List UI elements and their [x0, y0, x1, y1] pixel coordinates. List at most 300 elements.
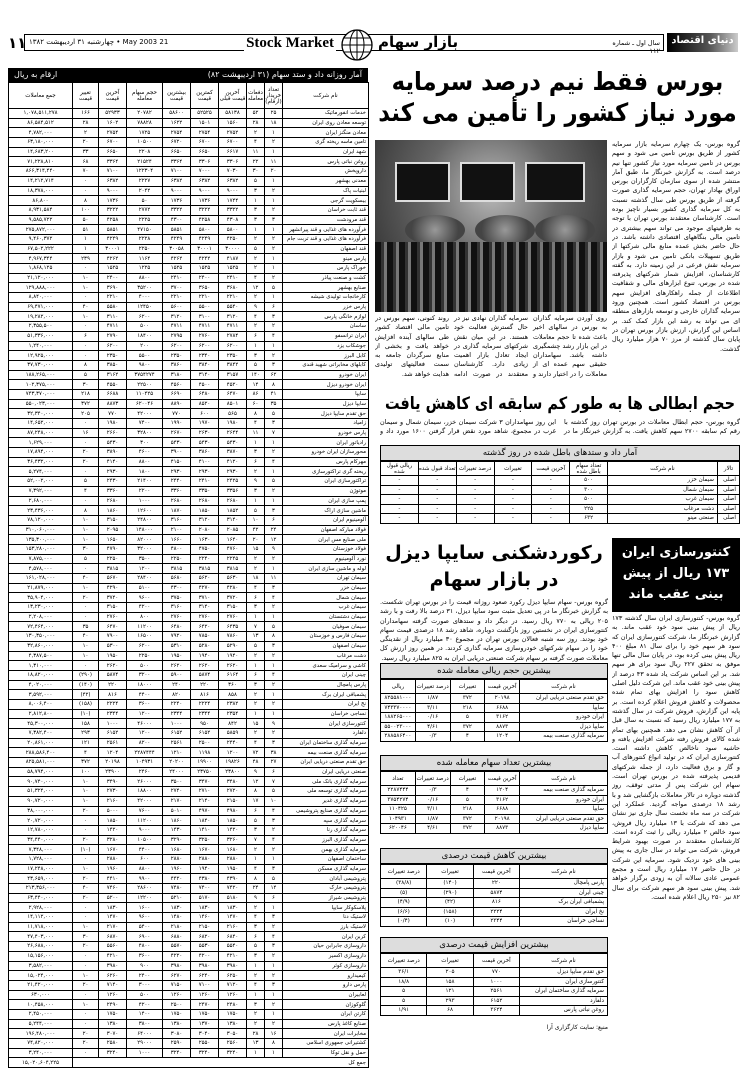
- value-cell: ۶۶۵۰: [163, 147, 191, 157]
- value-cell: ۳۶۰: [219, 680, 247, 690]
- value-cell: ۳۸۴۲: [219, 360, 247, 370]
- value-cell: ۳۷۵۴۲۷۴: [127, 370, 163, 380]
- value-cell: ۲۲۱۰: [99, 293, 127, 303]
- table-row: [9, 884, 369, 894]
- value-cell: ۲۲۵۰۰: [127, 380, 163, 390]
- value-cell: (۴/۹): [381, 898, 427, 908]
- value-cell: ۱: [265, 854, 283, 864]
- table-row: [9, 322, 369, 332]
- value-cell: -: [418, 476, 456, 486]
- column-header: نام شرکت: [283, 83, 369, 109]
- value-cell: ۲۳۴۰: [191, 351, 219, 361]
- value-cell: ۱۹۸۰: [219, 419, 247, 429]
- value-cell: ۵۶۸۰: [163, 574, 191, 584]
- value-cell: ۲۷: [265, 758, 283, 768]
- value-cell: ۲۲۵۰: [99, 554, 127, 564]
- company-name-cell: فرآورده های غذایی و قند پیرانشهر: [283, 225, 369, 235]
- value-cell: ۱: [247, 438, 265, 448]
- table-row: [381, 514, 740, 524]
- value-cell: ۶۲۷۰: [163, 971, 191, 981]
- value-cell: ۴۰: [73, 884, 99, 894]
- value-cell: ۲۱۳,۳۵۶,۰۰۰: [9, 884, 73, 894]
- company-name-cell: ایران خودرو: [520, 795, 608, 805]
- value-cell: ۲۰: [73, 893, 99, 903]
- value-cell: ۰: [73, 467, 99, 477]
- value-cell: ۶۴۸۰: [191, 389, 219, 399]
- table-row: [9, 796, 369, 806]
- top-value-traded-title: بیشترین حجم ریالی معامله شده: [380, 663, 608, 679]
- meter-company-headline-box: کنتورسازی ایران ۱۷۳ ریال از پیش بینی عقب ماند: [612, 538, 740, 612]
- value-cell: ۴۷۱۱: [219, 322, 247, 332]
- value-cell: ۸: [247, 409, 265, 419]
- value-cell: ۴۳,۶۵۹,۰۰۰: [9, 874, 73, 884]
- table-row: [9, 971, 369, 981]
- value-cell: ۲: [247, 254, 265, 264]
- table-row: [9, 748, 369, 758]
- value-cell: ۳۲,۳۴۰,۰۰۰: [9, 409, 73, 419]
- value-cell: ۱: [247, 709, 265, 719]
- value-cell: ۳۷۲: [450, 694, 485, 704]
- value-cell: ۵۸۵۱: [99, 225, 127, 235]
- value-cell: ۵۲۹۳۳: [99, 109, 127, 119]
- value-cell: ۵۲: [247, 109, 265, 119]
- company-name-cell: دشت مرغاب: [608, 504, 718, 514]
- value-cell: ۲: [247, 554, 265, 564]
- value-cell: ۱۶۴۰: [219, 535, 247, 545]
- value-cell: ۰: [73, 961, 99, 971]
- value-cell: ۶۹,۴۷۱,۰۰۰: [9, 302, 73, 312]
- value-cell: ۵۲۹۰: [219, 641, 247, 651]
- company-name-cell: پارس پامچال: [520, 879, 608, 889]
- table-row: [9, 244, 369, 254]
- value-cell: ۱۶۰۲: [99, 118, 127, 128]
- value-cell: ۷۸۸۲۸: [127, 118, 163, 128]
- value-cell: ۲۴۰۰: [191, 273, 219, 283]
- company-name-cell: کاشی و سرامیک سعدی: [283, 661, 369, 671]
- value-cell: ۱۴۰۰: [127, 1009, 163, 1019]
- table-row: [9, 632, 369, 642]
- company-name-cell: فولاد مبارکه اصفهان: [283, 525, 369, 535]
- value-cell: ۴۲۷۰: [191, 583, 219, 593]
- table-row: [381, 786, 608, 796]
- company-name-cell: خوراک پارس: [283, 264, 369, 274]
- company-name-cell: کشت و صنعت پیاذر: [283, 273, 369, 283]
- value-cell: ۰/۱۶: [415, 795, 450, 805]
- value-cell: ۳۲۶۰: [219, 835, 247, 845]
- value-cell: ۰: [73, 612, 99, 622]
- value-cell: ۲: [265, 729, 283, 739]
- company-name-cell: سرمایه گذاری البرز: [283, 835, 369, 845]
- value-cell: ۳۱۶۲: [99, 370, 127, 380]
- value-cell: ۶۲۰۰۴۶: [381, 824, 416, 834]
- table-row: [381, 495, 740, 505]
- value-cell: ۵: [73, 554, 99, 564]
- value-cell: -: [381, 485, 419, 495]
- company-name-cell: سیمان شمال: [608, 485, 718, 495]
- value-cell: ۰: [73, 1019, 99, 1029]
- value-cell: ۲: [247, 128, 265, 138]
- value-cell: ۱۸۴۰: [191, 816, 219, 826]
- value-cell: ۳۸۷۰: [219, 448, 247, 458]
- value-cell: ۵۸,۷۹۴,۰۰۰: [9, 767, 73, 777]
- value-cell: ۲: [265, 651, 283, 661]
- value-cell: ۱: [247, 1048, 265, 1058]
- value-cell: ۳۷۲۰: [219, 593, 247, 603]
- company-name-cell: سرمایه گذاری بانک ملی: [283, 777, 369, 787]
- value-cell: ۱۸۶۰: [99, 506, 127, 516]
- value-cell: -: [418, 485, 456, 495]
- value-cell: ۱۲۶۰: [163, 990, 191, 1000]
- value-cell: ۳۳۶۰: [99, 486, 127, 496]
- table-row: [9, 825, 369, 835]
- value-cell: ۱۳۸۰: [219, 1019, 247, 1029]
- table-row: [381, 504, 740, 514]
- value-cell: (۲۹۰): [427, 888, 473, 898]
- value-cell: ۶۲۰۰: [163, 341, 191, 351]
- value-cell: ۲۲۰: [473, 879, 519, 889]
- value-cell: ۸: [265, 632, 283, 642]
- value-cell: ۰: [73, 293, 99, 303]
- value-cell: ۷: [247, 835, 265, 845]
- value-cell: ۴۱۰۰: [191, 457, 219, 467]
- value-cell: ۱: [265, 961, 283, 971]
- value-cell: ۰: [73, 990, 99, 1000]
- table-row: [381, 917, 608, 927]
- company-name-cell: صنایع کاغذ پارس: [283, 1019, 369, 1029]
- value-cell: ۲۰,۷۲۰,۰۰۰: [9, 816, 73, 826]
- company-name-cell: پشمبافی ایران برک: [283, 690, 369, 700]
- value-cell: ۲۴۰: [163, 680, 191, 690]
- value-cell: ۷۴۳,۳۷۰,۰۰۰: [9, 389, 73, 399]
- value-cell: ۰/۳: [415, 732, 450, 742]
- value-cell: ۱: [265, 341, 283, 351]
- value-cell: ۸۶,۵۸۴,۵۱۲: [9, 118, 73, 128]
- value-cell: ۳: [265, 215, 283, 225]
- value-cell: ۱۰: [73, 583, 99, 593]
- value-cell: ۸۲۵,۵۸۱,۰۰۰: [9, 758, 73, 768]
- source-note: منبع: سایت کارگزاری آرا: [546, 1024, 608, 1031]
- value-cell: ۱۹۵۰: [163, 651, 191, 661]
- daily-table-title: آمار روزانه داد و ستد سهام (۳۱ اردیبهشت ۸۲): [207, 70, 362, 79]
- value-cell: ۲: [247, 651, 265, 661]
- company-name-cell: سیمان تهران: [283, 574, 369, 584]
- value-cell: ۵۹۰۰: [163, 670, 191, 680]
- table-row: [381, 888, 608, 898]
- company-name-cell: تامین ماسه ریخته گری: [283, 138, 369, 148]
- value-cell: ۶۴۳۵: [219, 622, 247, 632]
- value-cell: ۲۶۸۰: [219, 496, 247, 506]
- value-cell: ۴۷۱۱: [99, 322, 127, 332]
- top-percent-gainers-block: [380, 937, 608, 1016]
- value-cell: ۵۲,۰۰۲,۰۰۰: [9, 477, 73, 487]
- table-row: [9, 641, 369, 651]
- table-row: [381, 703, 608, 713]
- value-cell: ۱۷۵۰: [163, 1009, 191, 1019]
- value-cell: ۱۸/۸: [381, 977, 427, 987]
- value-cell: ۲۷۵۲: [219, 128, 247, 138]
- company-name-cell: روغن نباتی پارس: [520, 1006, 608, 1016]
- value-cell: ۲۱۶۰: [219, 922, 247, 932]
- value-cell: ۲۰۱۹۸: [99, 758, 127, 768]
- value-cell: ۱۲,۹۲۵,۰۰۰: [9, 351, 73, 361]
- column-header: آخرین قیمت: [99, 83, 127, 109]
- value-cell: ۲۴۶۰: [127, 767, 163, 777]
- value-cell: ۴۲۵۸: [191, 215, 219, 225]
- value-cell: ۱۷۵۰: [219, 1009, 247, 1019]
- company-name-cell: مخابرات ایران: [283, 1029, 369, 1039]
- value-cell: ۲: [247, 467, 265, 477]
- value-cell: ۳۳۶۰: [163, 486, 191, 496]
- value-cell: ۴۲۶۲: [163, 254, 191, 264]
- value-cell: ۱۰: [73, 864, 99, 874]
- company-name-cell: حق تقدم صنعتی دریایی ایران: [520, 694, 608, 704]
- table-row: [9, 932, 369, 942]
- value-cell: ۱۴: [247, 380, 265, 390]
- value-cell: ۳: [247, 951, 265, 961]
- company-name-cell: مهرکام پارس: [283, 457, 369, 467]
- value-cell: ۸۸۷۳: [485, 824, 520, 834]
- value-cell: ۱۸۴۰۰: [127, 331, 163, 341]
- value-cell: ۰/۱۶: [415, 713, 450, 723]
- value-cell: ۲: [265, 825, 283, 835]
- value-cell: ۷۸۵۰: [191, 632, 219, 642]
- top-value-traded-table: [380, 679, 608, 742]
- value-cell: ۱,۰۷۸,۵۱۱,۲۷۸: [9, 109, 73, 119]
- value-cell: (۱۴۰): [427, 879, 473, 889]
- company-name-cell: سرمایه گذاری بهمن: [283, 845, 369, 855]
- value-cell: ۱۳: [247, 632, 265, 642]
- value-cell: ۲۹۳۰: [99, 467, 127, 477]
- value-cell: ۲۲۵: [570, 504, 608, 514]
- value-cell: ۳۴۹۰: [99, 777, 127, 787]
- value-cell: ۲: [73, 128, 99, 138]
- value-cell: ۴: [265, 835, 283, 845]
- value-cell: ۱۰۰: [73, 205, 99, 215]
- value-cell: ۱۰: [73, 273, 99, 283]
- value-cell: ۱۹۵۰: [219, 864, 247, 874]
- value-cell: ۴۷۱۵۰: [127, 225, 163, 235]
- value-cell: ۶۴۷۰: [219, 389, 247, 399]
- value-cell: ۱۲۶۰: [219, 990, 247, 1000]
- value-cell: ۵۱۷۰: [191, 893, 219, 903]
- value-cell: ۴۰: [73, 632, 99, 642]
- value-cell: ۰: [73, 603, 99, 613]
- value-cell: ۱۱: [265, 157, 283, 167]
- value-cell: ۱,۸۶۸,۱۲۵: [9, 264, 73, 274]
- value-cell: ۶۳,۴۴۰,۰۰۰: [9, 893, 73, 903]
- company-name-cell: صنعتی مینو: [608, 514, 718, 524]
- column-header: تغییرات: [450, 680, 485, 694]
- value-cell: ۲۵۶۱: [163, 738, 191, 748]
- value-cell: ۲: [265, 554, 283, 564]
- company-name-cell: پمپ سازی ایران: [283, 496, 369, 506]
- value-cell: ۶۳۸۲: [163, 176, 191, 186]
- value-cell: ۳۰: [73, 932, 99, 942]
- value-cell: ۳۴,۴۴۰,۰۰۰: [9, 835, 73, 845]
- value-cell: ۳۸۵۰: [99, 360, 127, 370]
- value-cell: ۱۹۵۰: [99, 651, 127, 661]
- value-cell: ۲۳۴۴: [473, 917, 519, 927]
- company-name-cell: پتروشیمی آبادان: [283, 874, 369, 884]
- value-cell: ۶۰۰: [127, 854, 163, 864]
- value-cell: ۲۵۶۱: [473, 987, 519, 997]
- column-header: ریالی: [381, 680, 416, 694]
- value-cell: ۲۱۶۰: [99, 796, 127, 806]
- value-cell: ۰: [73, 351, 99, 361]
- value-cell: ۲: [247, 971, 265, 981]
- value-cell: ۱: [265, 128, 283, 138]
- table-row: [9, 874, 369, 884]
- value-cell: ۴۷۹۰: [99, 544, 127, 554]
- value-cell: ۶۸۲۰: [191, 932, 219, 942]
- value-cell: ۱۹۴۰: [191, 651, 219, 661]
- company-name-cell: صنعتی دریایی ایران: [283, 767, 369, 777]
- value-cell: ۹۵۰: [191, 719, 219, 729]
- value-cell: ۸۰۰: [127, 612, 163, 622]
- value-cell: ۱۹۸۲۶: [219, 758, 247, 768]
- value-cell: ۲۰۴۲: [127, 186, 163, 196]
- value-cell: ۱۶۵۰: [99, 535, 127, 545]
- value-cell: ۲۵۰۰: [163, 1000, 191, 1010]
- value-cell: ۲: [247, 264, 265, 274]
- table-row: [9, 980, 369, 990]
- top-percent-gainers-title: بیشترین افزایش قیمت درصدی: [380, 937, 608, 953]
- value-cell: ۲۳۹: [73, 254, 99, 264]
- value-cell: ۳۸۱۵: [219, 564, 247, 574]
- value-cell: ۵۱,۳۳۶,۰۰۰: [9, 331, 73, 341]
- company-name-cell: معدنی بهشهر: [283, 176, 369, 186]
- company-name-cell: پارس خودرو: [283, 428, 369, 438]
- value-cell: ۹: [247, 893, 265, 903]
- value-cell: ۳۸۹۰: [99, 448, 127, 458]
- value-cell: ۲۱۵۲۴: [127, 157, 163, 167]
- value-cell: ۶۲۰۰: [127, 641, 163, 651]
- value-cell: ۴۲۵۰: [219, 234, 247, 244]
- value-cell: ۱۹۹۰۰: [191, 758, 219, 768]
- value-cell: ۳۰۰۰۱: [191, 244, 219, 254]
- table-row: [9, 1009, 369, 1019]
- value-cell: ۶: [247, 932, 265, 942]
- value-cell: ۶۶۸۸: [99, 389, 127, 399]
- table-row: [9, 603, 369, 613]
- value-cell: ۰: [73, 176, 99, 186]
- section-title-en: Stock Market: [246, 35, 334, 51]
- value-cell: ۲: [265, 351, 283, 361]
- value-cell: ۱۵: [247, 544, 265, 554]
- value-cell: ۱۷۵۰: [191, 1009, 219, 1019]
- value-cell: ۱۸۷۰: [163, 506, 191, 516]
- value-cell: -: [418, 514, 456, 524]
- value-cell: ۳۰۵۰: [219, 1029, 247, 1039]
- value-cell: (۲۹۰): [73, 670, 99, 680]
- value-cell: ۵۸۵۹: [219, 729, 247, 739]
- value-cell: ۲۷۵۴: [163, 128, 191, 138]
- table-row: [9, 477, 369, 487]
- main-article-body-continued: روی آوردن سرمایه گذاران به بورس در سالهای اخیر باعث شده تا حجم معاملات در این بازار رشد چشمگیری داشته باشد. سهامداران حقیقی سهم عمده ای از معاملات را در اختیار دارند و سرمایه گذاران نهادی نیز در حال گسترش فعالیت خود هستند. در این میان نقش شرکتهای سرمایه گذاری در ایجاد تعادل بازار اهمیت زیادی دارد. کارشناسان معتقدند در صورت ادامه روند کنونی، سهم بورس در تامین مالی اقتصاد کشور طی سالهای آینده افزایش خواهد یافت و بخشی از منابع سرگردان جامعه به سمت فعالیتهای تولیدی هدایت خواهد شد.: [375, 314, 607, 378]
- value-cell: ۶: [73, 331, 99, 341]
- company-name-cell: داروسازی اکسیر: [283, 951, 369, 961]
- company-name-cell: کشتیرانی جمهوری اسلامی: [283, 1039, 369, 1049]
- table-row: [381, 879, 608, 889]
- value-cell: ۲: [265, 273, 283, 283]
- value-cell: ۱۰: [73, 787, 99, 797]
- value-cell: ۴۹۷۰: [191, 806, 219, 816]
- top-value-traded-block: [380, 663, 608, 742]
- value-cell: ۶: [265, 302, 283, 312]
- value-cell: ۸۸۰۰: [127, 457, 163, 467]
- value-cell: (۱۰): [73, 845, 99, 855]
- value-cell: ۱: [247, 854, 265, 864]
- value-cell: ۰: [73, 496, 99, 506]
- value-cell: -: [381, 514, 419, 524]
- company-name-cell: کربن ایران: [283, 932, 369, 942]
- value-cell: ۱۲۹,۸۸۸,۰۰۰: [9, 283, 73, 293]
- value-cell: ۱۱۰۴۲۵: [381, 805, 416, 815]
- company-name-cell: نورد آلومینیوم: [283, 554, 369, 564]
- value-cell: ۲۷۹۵: [163, 331, 191, 341]
- company-name-cell: موتوژن: [283, 486, 369, 496]
- value-cell: ۲۴۴۰: [219, 738, 247, 748]
- market-floor-photo: [375, 140, 607, 312]
- value-cell: ۲۲۲۴: [473, 907, 519, 917]
- column-header: نام شرکت: [608, 462, 718, 476]
- value-cell: ۴۳۰۰: [163, 215, 191, 225]
- value-cell: ۲: [247, 234, 265, 244]
- value-cell: ۶۶۹۰: [163, 389, 191, 399]
- value-cell: ۲۲۵۰: [127, 651, 163, 661]
- value-cell: ۳۷۴۰: [99, 593, 127, 603]
- value-cell: ۵: [247, 816, 265, 826]
- value-cell: ۱: [265, 564, 283, 574]
- table-row: [9, 138, 369, 148]
- value-cell: ۷۷۰: [163, 409, 191, 419]
- value-cell: ۱۲: [265, 535, 283, 545]
- value-cell: ۳: [247, 486, 265, 496]
- value-cell: ۶۸۸۰: [163, 932, 191, 942]
- table-row: [381, 722, 608, 732]
- value-cell: ۲۷۶۰: [219, 612, 247, 622]
- value-cell: ۱۸۸۲۶۵۰۰۰: [381, 713, 416, 723]
- value-cell: ۵: [247, 176, 265, 186]
- value-cell: -: [418, 495, 456, 505]
- value-cell: ۱۴۰: [247, 370, 265, 380]
- value-cell: ۴: [247, 864, 265, 874]
- value-cell: ۲,۲۰۸,۰۰۰: [9, 612, 73, 622]
- value-cell: ۳۰۴۰: [191, 1029, 219, 1039]
- value-cell: ۲۰۵: [73, 409, 99, 419]
- value-cell: ۴: [450, 786, 485, 796]
- value-cell: ۱۳۸۰: [99, 1019, 127, 1029]
- value-cell: ۱۲۰۴: [485, 786, 520, 796]
- table-row: [9, 913, 369, 923]
- value-cell: ۷۴۰۰: [127, 419, 163, 429]
- value-cell: ۷۲: [247, 748, 265, 758]
- table-row: [9, 1019, 369, 1029]
- value-cell: ۴: [265, 670, 283, 680]
- column-header: بیشترین قیمت: [163, 83, 191, 109]
- value-cell: ۳۹۸۰: [219, 961, 247, 971]
- table-row: [9, 341, 369, 351]
- value-cell: ۷,۸۷۵,۰۰۰: [9, 554, 73, 564]
- value-cell: ۸: [265, 1039, 283, 1049]
- value-cell: ۵: [381, 987, 427, 997]
- value-cell: ۲۴: [247, 884, 265, 894]
- saipa-article-body: گروه بورس- سهام سایپا دیزل رکورد صعود روزانه قیمت را در بورس تهران شکست. به گزارش خبرنگار ما در پی تعدیل مثبت سود سایپا دیزل، ۳۱ درصد بالا رفت و با رشد ۲۰۵ ریالی به ۷۷۰ ریال رسید. در دیگر داد و ستدهای صورت گرفته سهامداران کنتورسازی ایران در نخستین روز بازگشت دوباره، شاهد رشد ۱۸ درصدی قیمت سهام خود بودند. روز سه شنبه فعالان بورس تهران در مجموع ۳۰ میلیارد ریال از نقدینگی خود را در سهام شرکتهای خودروسازی سرمایه گذاری کردند. در همین روز ارزش کل معاملات صورت گرفته بر سهام شرکت صنعتی دریایی ایران به ۸۲۵ میلیارد ریال رسید.: [380, 598, 608, 662]
- value-cell: ۱۸: [247, 574, 265, 584]
- table-row: [9, 816, 369, 826]
- company-name-cell: سایپا دیزل: [520, 824, 608, 834]
- value-cell: ۲۲۱۰: [191, 293, 219, 303]
